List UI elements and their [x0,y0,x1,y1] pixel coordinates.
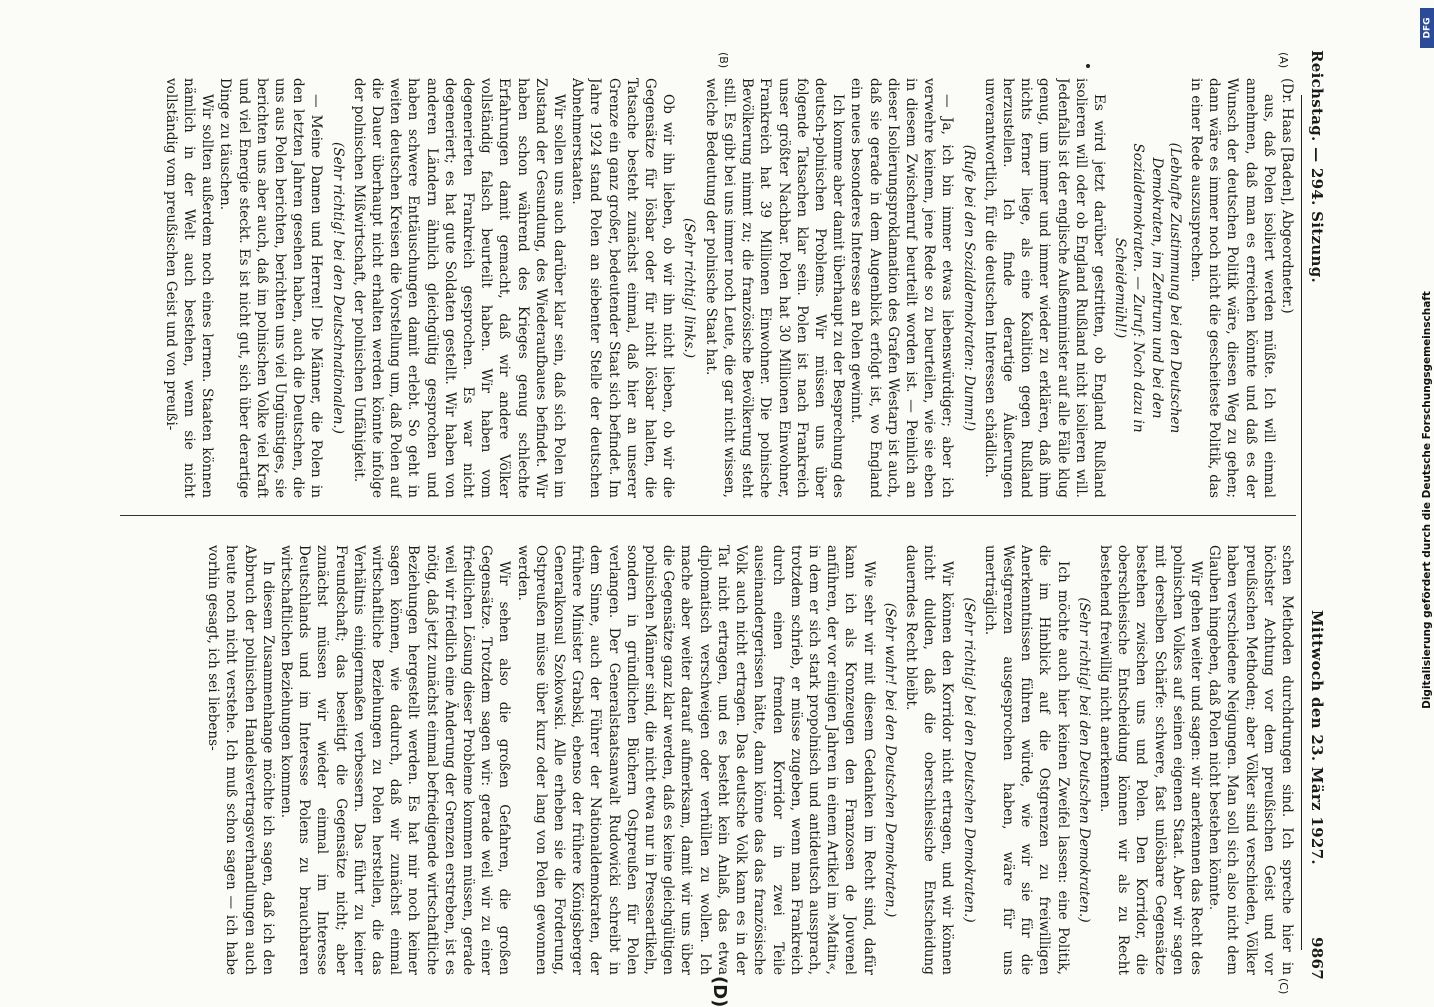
margin-marker-a: (A) [1277,52,1290,69]
interjection: (Sehr richtig! bei den Deutschnationalen.) [329,142,346,434]
paragraph: In diesem Zusammenhange möchte ich sagen, daß ich den Abbruch der polnischen Handelsvertragsverhandlungen auch heute noch nicht verstehe. Ich muß schon sagen — ich habe vorhin gesagt, ich sei liebens- [205,545,276,975]
digitization-credit: Digitalisierung gefördert durch die Deutsche Forschungsgemeinschaft [1421,291,1434,709]
left-column [120,78,1296,498]
paragraph: schen Methoden durchdrungen sind. Ich spreche hier in höchster Achtung vor dem preußischen Geist und vor preußischen Methoden; aber Völker sind verschieden, Völker haben verschiedene Neigungen. Man soll sich also nicht dem Glauben hingeben, daß Polen nicht bestehen könnte. [1206,545,1295,975]
paragraph: Es wird jetzt darüber gestritten, ob England Rußland isolieren will oder ob England Rußland nicht isolieren will. Jedenfalls ist der englische Außenminister auf alle Fälle klug genug, um immer und immer wieder zu erklären, daß ihm nichts ferner liege, als eine Koalition gegen Rußland herzustellen. Ich finde derartige Äußerungen unverantwortlich, für die deutschen Interessen schädlich. [981,78,1107,498]
interjection: (Sehr richtig! bei den Deutschen Demokraten.) [960,597,977,923]
paragraph: Ich möchte auch hier keinen Zweifel lassen: eine Politik, die im Hinblick auf die Ostgrenzen zu freiwilligen Anerkenntnissen führen würde, wie wir sie für die Westgrenzen ausgesprochen haben, wäre für uns unerträglich. [981,545,1071,975]
paragraph: Wir können den Korridor nicht ertragen, und wir können nicht dulden, daß die oberschlesische Entscheidung dauerndes Recht bleibt. [902,545,956,975]
header-date: Mittwoch den 23. März 1927. [1308,610,1326,865]
paragraph: Wir gehen weiter und sagen: wir anerkennen das Recht des polnischen Volkes auf seinen eigenen Staat. Aber wir sagen mit derselben Schärfe: schwere, fast unlösbare Gegensätze bestehen zwischen uns und Polen. Den Korridor, die oberschlesische Entscheidung können wir als zu Recht bestehend freiwillig nicht anerkennen. [1096,545,1204,975]
interjection: (Lebhafte Zustimmung bei den Deutschen Demokraten, im Zentrum und bei den Sozialdemokraten. — Zuruf: Noch dazu in Scheidemühl!) [1112,142,1183,434]
right-column [120,545,1296,975]
header-rule [1301,95,1302,950]
header-session: Reichstag. — 294. Sitzung. [1308,50,1326,284]
margin-dot [1086,64,1090,68]
paragraph: Ich komme aber damit überhaupt zu der Besprechung des deutsch-polnischen Problems. Wir müssen uns über folgende Tatsachen klar sein. Polen ist nach Frankreich unser größter Nachbar. Polen hat 30 Millionen Einwohner, Frankreich hat 39 Millionen Einwohner. Die polnische Bevölkerung nimmt zu; die französische Bevölkerung steht still. Es gibt bei uns immer noch Leute, die gar nicht wissen, welche Bedeutung der polnische Staat hat. [702,78,847,498]
interjection: (Sehr richtig! links.) [681,217,698,359]
margin-marker-d: (D) [709,976,730,1007]
column-divider [120,515,1296,516]
interjection: (Sehr wahr! bei den Deutschen Demokraten.) [881,602,898,918]
page-header [1302,50,1328,980]
margin-marker-c: (C) [1277,978,1290,995]
interjection: (Rufe bei den Sozialdemokraten: Dumm!) [960,144,977,432]
speaker-line: (Dr. Haas [Baden], Abgeordneter.) [1279,78,1295,314]
paragraph: — Meine Damen und Herren! Die Männer, die Polen in den letzten Jahren gesehen haben, auch die Deutschen, die uns aus Polen berichten, berichten uns viel Ungünstiges, sie berichten uns aber auch, daß im polnischen Volke viel Kraft und viel Energie steckt. Es ist nicht gut, sich über derartige Dinge zu täuschen. [217,78,325,498]
interjection: (Sehr richtig! bei den Deutschen Demokraten.) [1075,597,1092,923]
paragraph: Wie sehr wir mit diesem Gedanken im Recht sind, dafür kann ich als Kronzeugen den Franzosen de Jouvenel anführen, der vor einigen Jahren in einem Artikel im »Matin«, in dem er sich stark propolnisch und antideutsch aussprach, trotzdem schrieb, er müsse zugeben, wenn man Frankreich durch einen fremden Korridor in zwei Teile auseinandergerissen hätte, dann könne das das französische Volk auch nicht ertragen. Das deutsche Volk kann es in der Tat nicht ertragen, und es besteht kein Anlaß, das etwa diplomatisch verschweigen oder verhüllen zu wollen. Ich mache aber weiter darauf aufmerksam, damit wir uns über die Gegensätze ganz klar werden, daß es keine gleichgültigen polnischen Männer sind, die nicht etwa nur in Presseartikeln, sondern in gründlichen Büchern Ostpreußen für Polen verlangen. Der Generalstaatsanwalt Rudowicki schreibt in dem Sinne, auch der Führer der Nationaldemokraten, der frühere Minister Grabski, ebenso der frühere Königsberger Generalkonsul Szokowski. Alle erheben sie die Forderung, Ostpreußen müsse über kurz oder lang von Polen gewonnen werden. [514,545,877,975]
paragraph: Wir sehen also die großen Gefahren, die großen Gegensätze. Trotzdem sagen wir: gerade weil wir zu einer friedlichen Lösung dieser Probleme kommen müssen, gerade weil wir friedlich eine Änderung der Grenzen erstreben, ist es nötig, daß jetzt zunächst einmal befriedigende wirtschaftliche Beziehungen hergestellt werden. Es hat mir noch keiner sagen können, wie dadurch, daß wir zunächst einmal wirtschaftliche Beziehungen zu Polen herstellen, die das Verhältnis einigermaßen verbessern. Das führt zu keiner Freundschaft; das beseitigt die Gegensätze nicht; aber zunächst müssen wir wieder einmal im Interesse Deutschlands und im Interesse Polens zu brauchbaren wirtschaftlichen Beziehungen kommen. [278,545,513,975]
paragraph: Ob wir ihn lieben, ob wir ihn nicht lieben, ob wir die Gegensätze für lösbar oder für nicht lösbar halten, die Tatsache besteht zunächst einmal, daß hier an unserer Grenze ein ganz großer, bedeutender Staat sich befindet. Im Jahre 1924 stand Polen an siebenter Stelle der deutschen Abnehmerstaaten. [569,78,677,498]
paragraph: — Ja, ich bin immer etwas liebenswürdiger; aber ich verwehre keinem, jene Rede so zu beurteilen, wie sie eben in diesem Zwischenruf beurteilt worden ist. — Peinlich an dieser Isolierungsproklamation des Grafen Westarp ist auch, daß sie gerade in dem Augenblick erfolgt ist, wo England ein neues besonderes Interesse an Polen gewinnt. [848,78,956,498]
margin-marker-b: (B) [717,52,730,69]
page-number: 9867 [1308,937,1326,980]
paragraph: aus, daß Polen isoliert werden müßte. Ich will einmal annehmen, daß man es erreichen könnte und daß es der Wunsch der deutschen Politik wäre, diesen Weg zu gehen; dann wäre es immer noch nicht die gescheiteste Politik, das in einer Rede auszusprechen. [1187,78,1277,498]
paragraph: Wir sollen uns auch darüber klar sein, daß sich Polen im Zustand der Gesundung, des Wiederaufbaues befindet. Wir haben schon während des Krieges genug schlechte Erfahrungen damit gemacht, daß wir andere Völker vollständig falsch beurteilt haben. Wir haben vom degenerierten Frankreich gesprochen. Es war nicht degeneriert; es hat gute Soldaten gestellt. Wir haben von anderen Ländern ähnlich gleichgültig gesprochen und haben schwere Enttäuschungen damit erlebt. So geht in weiten deutschen Kreisen die Vorstellung um, daß Polen auf die Dauer überhaupt nicht erhalten werden könnte infolge der polnischen Mißwirtschaft, der polnischen Unfähigkeit. [350,78,568,498]
paragraph: Wir sollten außerdem noch eines lernen. Staaten können nämlich in der Welt auch bestehen, wenn sie nicht vollständig vom preußischen Geist und von preußi- [162,78,216,498]
dfg-logo: DFG [1420,8,1434,48]
